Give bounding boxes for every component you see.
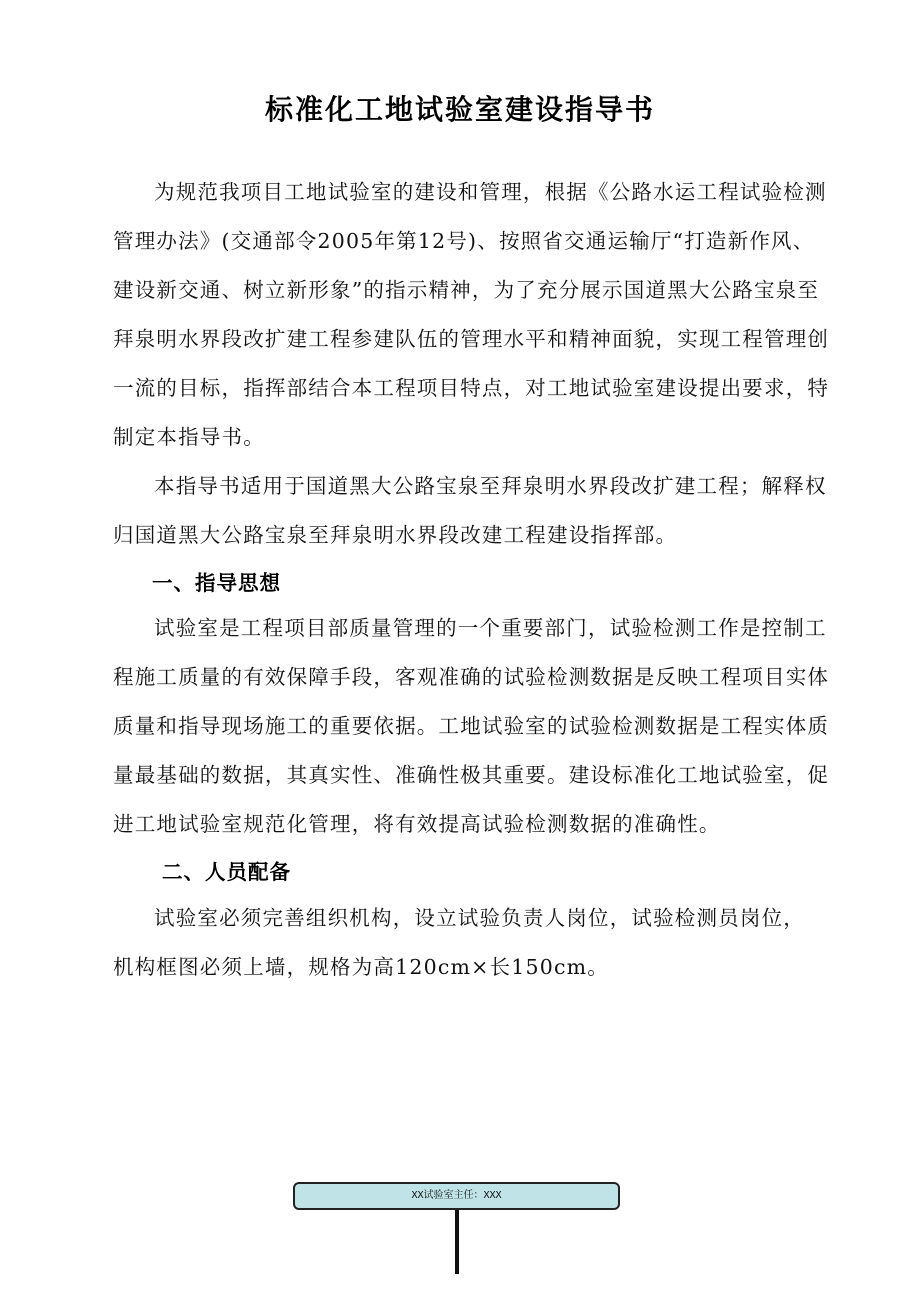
text-line: 一流的目标，指挥部结合本工程项目特点，对工地试验室建设提出要求，特 bbox=[113, 376, 830, 400]
text-line: 建设新交通、树立新形象”的指示精神，为了充分展示国道黑大公路宝泉至 bbox=[113, 278, 820, 302]
org-chart-connector-line bbox=[455, 1210, 459, 1274]
staffing-paragraph bbox=[113, 894, 823, 992]
text-line: 进工地试验室规范化管理，将有效提高试验检测数据的准确性。 bbox=[113, 812, 721, 836]
text-line: 机构框图必须上墙，规格为高120cm×长150cm。 bbox=[113, 955, 609, 979]
text-line: 量最基础的数据，其真实性、准确性极其重要。建设标准化工地试验室，促 bbox=[113, 763, 830, 787]
text-line: 制定本指导书。 bbox=[113, 425, 265, 449]
text-line: 试验室是工程项目部质量管理的一个重要部门，试验检测工作是控制工 bbox=[154, 616, 827, 640]
text-line: 本指导书适用于国道黑大公路宝泉至拜泉明水界段改扩建工程；解释权 bbox=[154, 474, 827, 498]
scope-paragraph bbox=[113, 462, 827, 560]
text-line: 归国道黑大公路宝泉至拜泉明水界段改建工程建设指挥部。 bbox=[113, 523, 678, 547]
intro-paragraph bbox=[113, 168, 830, 462]
text-line: 管理办法》(交通部令2005年第12号)、按照省交通运输厅“打造新作风、 bbox=[113, 229, 815, 253]
document-title: 标准化工地试验室建设指导书 bbox=[264, 93, 655, 126]
text-line: 为规范我项目工地试验室的建设和管理，根据《公路水运工程试验检测 bbox=[154, 180, 827, 204]
section-heading-staffing: 二、人员配备 bbox=[162, 860, 291, 884]
guiding-thought-paragraph bbox=[113, 604, 830, 849]
section-heading-guiding-thought: 一、指导思想 bbox=[152, 571, 281, 595]
text-line: 程施工质量的有效保障手段，客观准确的试验检测数据是反映工程项目实体 bbox=[113, 665, 830, 689]
org-chart-director-box: XX试验室主任：XXX bbox=[293, 1182, 620, 1210]
text-line: 拜泉明水界段改扩建工程参建队伍的管理水平和精神面貌，实现工程管理创 bbox=[113, 327, 830, 351]
text-line: 试验室必须完善组织机构，设立试验负责人岗位，试验检测员岗位， bbox=[154, 906, 805, 930]
text-line: 质量和指导现场施工的重要依据。工地试验室的试验检测数据是工程实体质 bbox=[113, 714, 830, 738]
